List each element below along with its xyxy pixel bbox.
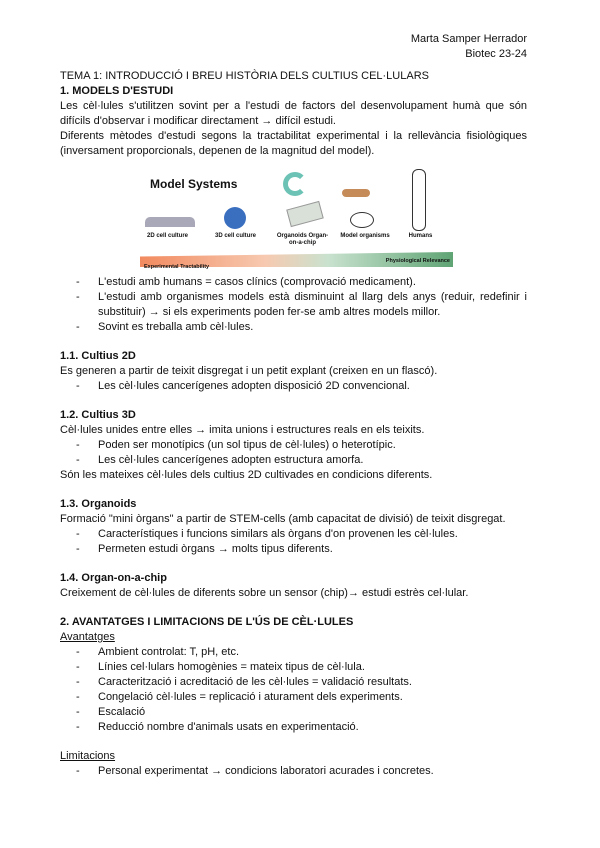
page-header (411, 32, 527, 62)
list-item: - Permeten estudi òrgans → molts tipus diferents. (60, 542, 527, 557)
list-item: - Reducció nombre d'animals usats en experimentació. (60, 720, 527, 735)
organoid-illustration (283, 172, 307, 196)
chip-illustration (286, 201, 324, 227)
tractability-label: Experimental Tractability (144, 264, 210, 270)
list-item: - Escalació (60, 705, 527, 720)
advantages-label: Avantatges (60, 631, 115, 643)
list-item: - Congelació cèl·lules = replicació i aturament dels experiments. (60, 690, 527, 705)
paragraph: Creixement de cèl·lules de diferents sobre un sensor (chip)→ estudi estrès cel·lular. (60, 587, 469, 599)
document-title: TEMA 1: INTRODUCCIÓ I BREU HISTÒRIA DELS CULTIUS CEL·LULARS (60, 70, 429, 82)
paragraph: Es generen a partir de teixit disgregat i un petit explant (creixen en un flascó). (60, 365, 438, 377)
list-item: - Línies cel·lulars homogènies = mateix tipus de cèl·lula. (60, 660, 527, 675)
label-humans: Humans (408, 233, 433, 239)
mouse-illustration (350, 212, 374, 228)
list-item: - Poden ser monotípics (un sol tipus de cèl·lules) o heterotípic. (60, 438, 527, 453)
paragraph: Són les mateixes cèl·lules dels cultius 2D cultivades en condicions diferents. (60, 469, 433, 481)
heading-2: 2. AVANTATGES I LIMITACIONS DE L'ÚS DE CÈL·LULES (60, 616, 354, 628)
heading-1-1: 1.1. Cultius 2D (60, 350, 136, 362)
bullet-list (60, 275, 527, 335)
label-organoids: Organoids Organ-on-a-chip (276, 233, 329, 246)
label-3d: 3D cell culture (214, 233, 256, 239)
human-illustration (412, 169, 426, 231)
document-body (60, 69, 527, 779)
paragraph: Diferents mètodes d'estudi segons la tractabilitat experimental i la rellevància fisiològiques (inversament proporcionals, depenen de la magnitud del model). (60, 130, 527, 157)
heading-1-2: 1.2. Cultius 3D (60, 409, 136, 421)
list-item: - L'estudi amb humans = casos clínics (comprovació medicament). (60, 275, 527, 290)
label-2d: 2D cell culture (146, 233, 188, 239)
model-systems-figure (140, 167, 458, 270)
label-model-organisms: Model organisms (340, 233, 390, 239)
cell-3d-illustration (224, 207, 246, 229)
heading-1-4: 1.4. Organ-on-a-chip (60, 572, 167, 584)
list-item: - Característiques i funcions similars als òrgans d'on provenen les cèl·lules. (60, 527, 527, 542)
heading-1: 1. MODELS D'ESTUDI (60, 85, 174, 97)
list-item: - Personal experimentat → condicions laboratori acurades i concretes. (60, 764, 527, 779)
figure-title: Model Systems (150, 177, 238, 191)
course: Biotec 23-24 (465, 48, 527, 60)
list-item: - L'estudi amb organismes models està disminuint al llarg dels anys (reduir, redefinir i substituir) → si els experiments poden fer-se amb altres models millor. (60, 290, 527, 320)
heading-1-3: 1.3. Organoids (60, 498, 137, 510)
list-item: - Les cèl·lules cancerígenes adopten estructura amorfa. (60, 453, 527, 468)
author: Marta Samper Herrador (410, 33, 527, 45)
limitations-label: Limitacions (60, 750, 116, 762)
paragraph: Cèl·lules unides entre elles → imita unions i estructures reals en els teixits. (60, 424, 425, 436)
list-item: - Caracterització i acreditació de les cèl·lules = validació resultats. (60, 675, 527, 690)
relevance-label: Physiological Relevance (385, 258, 450, 264)
paragraph: Les cèl·lules s'utilitzen sovint per a l'estudi de factors del desenvolupament humà que són difícils d'observar i modificar directament → difícil estudi. (60, 100, 527, 127)
paragraph: Formació "mini òrgans" a partir de STEM-cells (amb capacitat de divisió) de teixit disgregat. (60, 513, 506, 525)
list-item: - Sovint es treballa amb cèl·lules. (60, 320, 527, 335)
cell-2d-illustration (145, 217, 195, 227)
list-item: - Les cèl·lules cancerígenes adopten disposició 2D convencional. (60, 379, 527, 394)
list-item: - Ambient controlat: T, pH, etc. (60, 645, 527, 660)
fly-illustration (342, 189, 370, 197)
